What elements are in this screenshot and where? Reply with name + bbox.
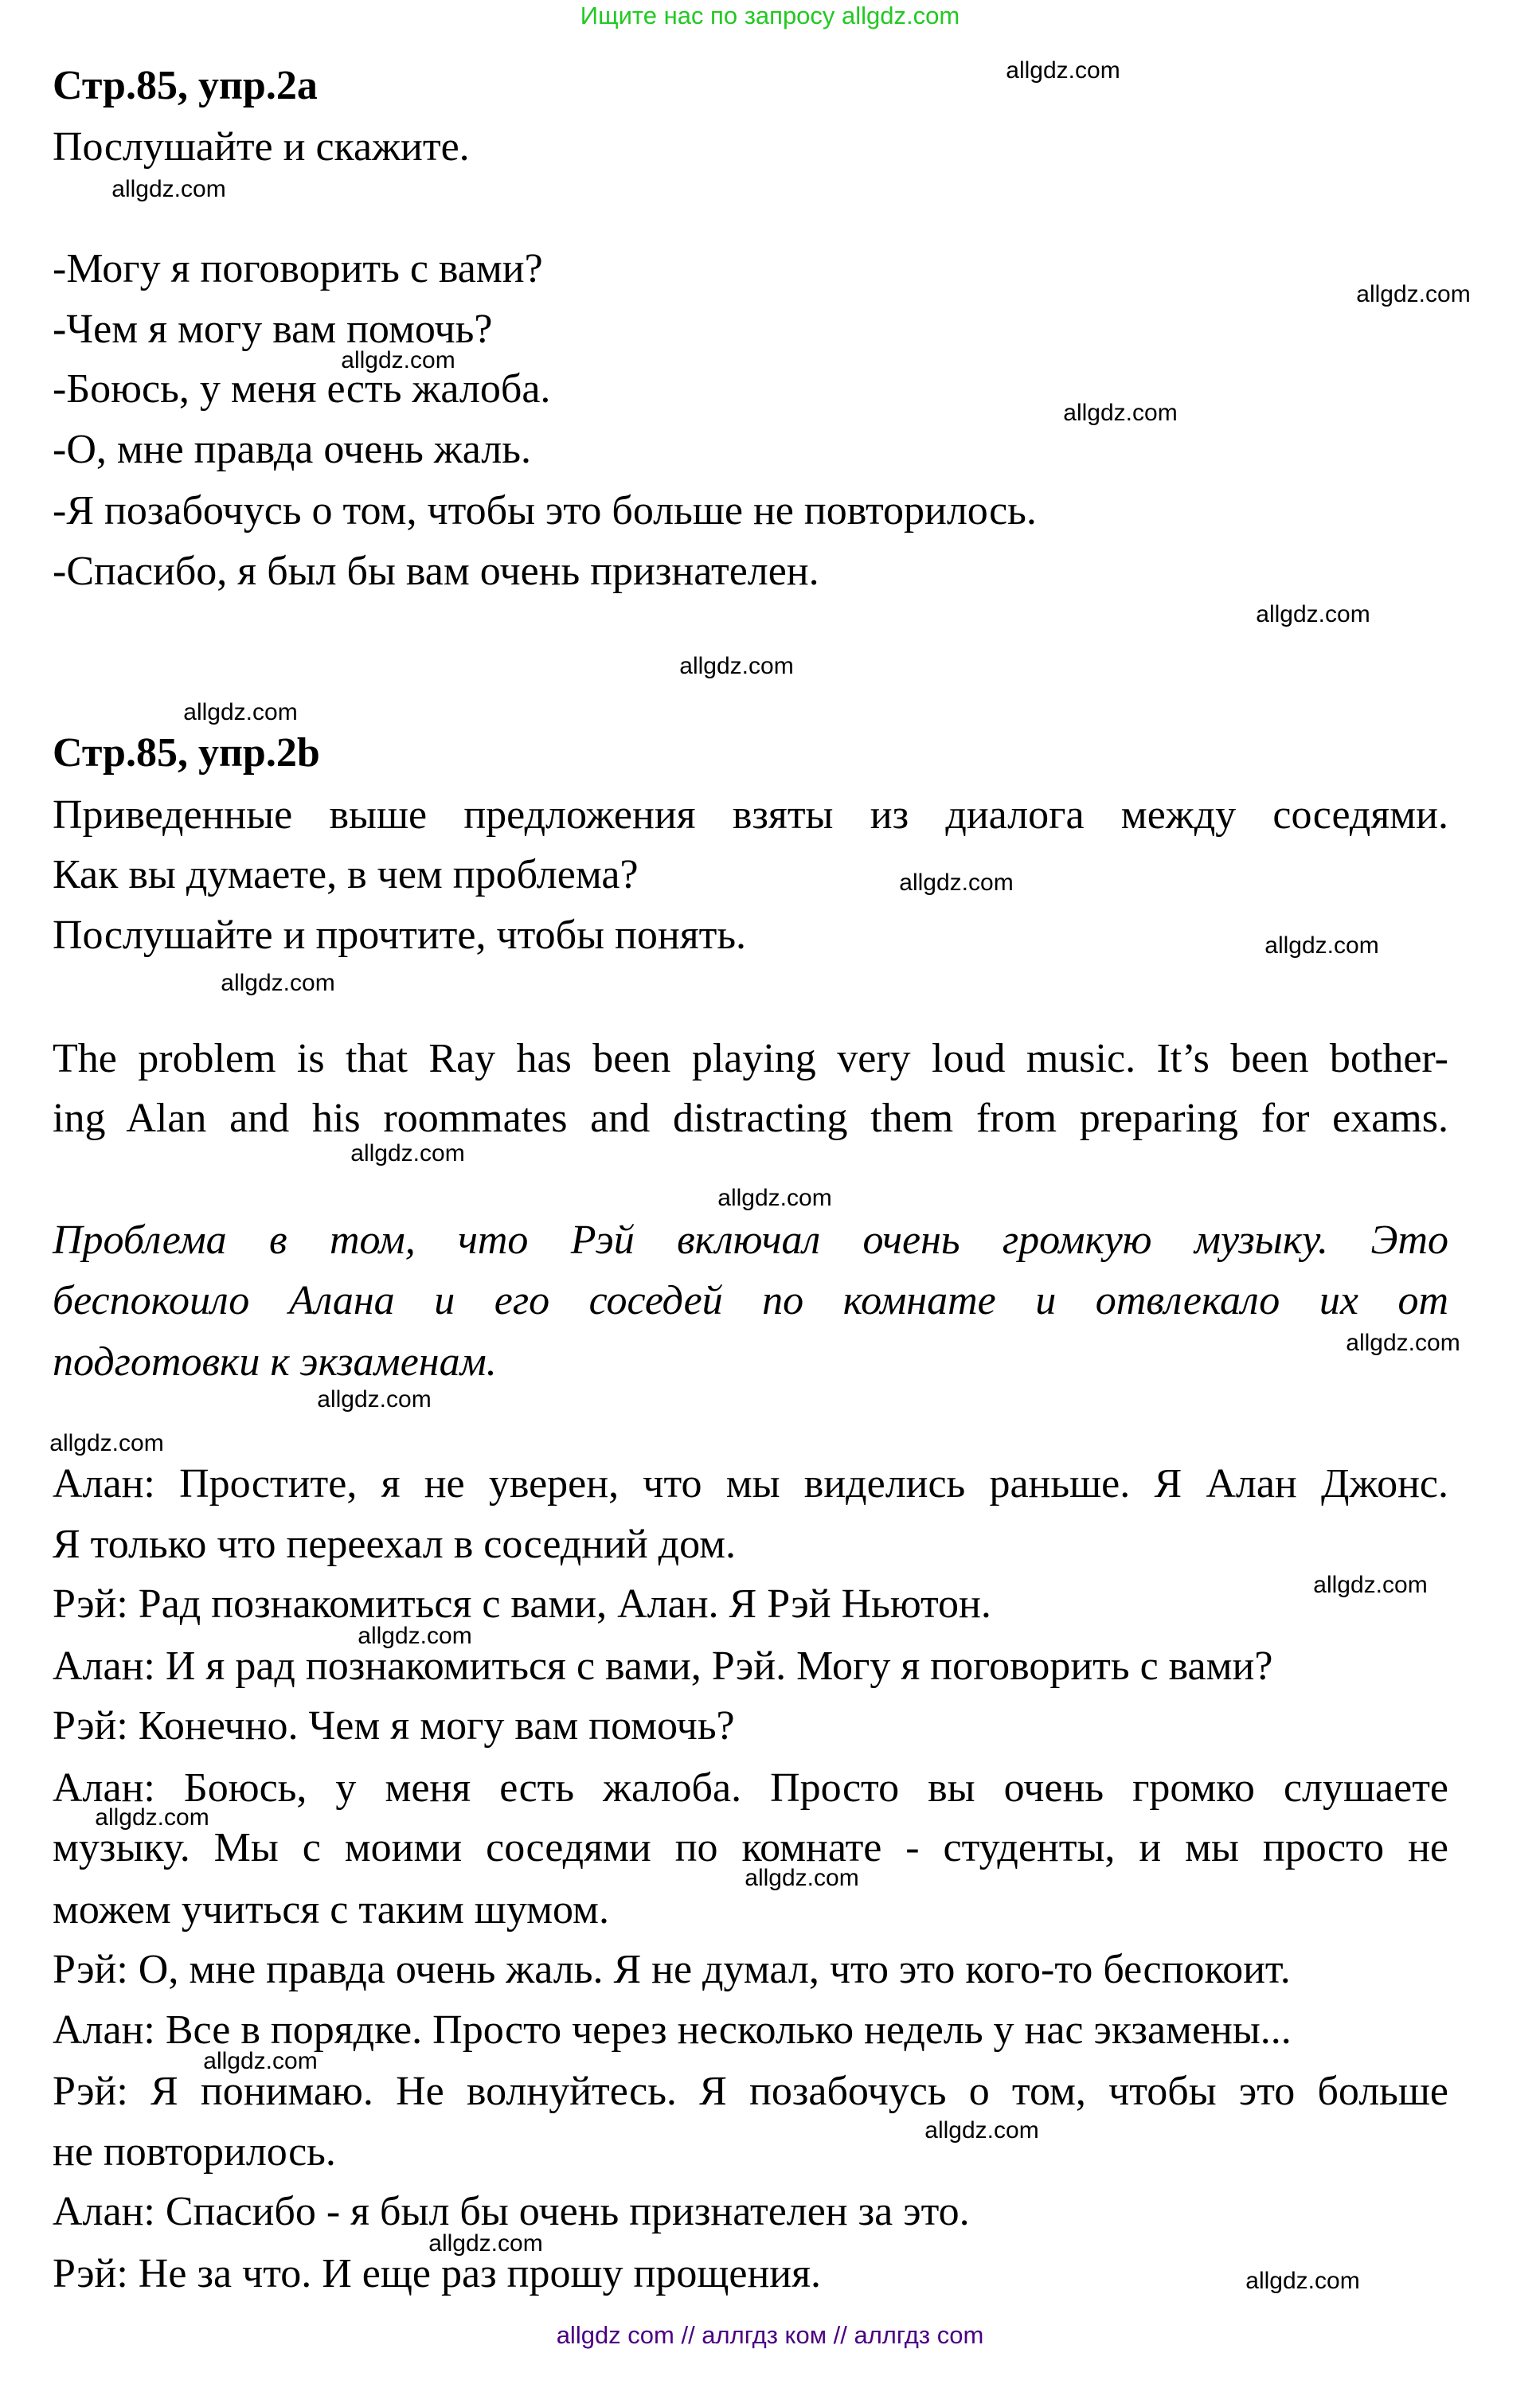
section-b-title: Стр.85, упр.2b — [53, 730, 320, 776]
dialogue-line: Рэй: Рад познакомиться с вами, Алан. Я Рэй Ньютон. — [53, 1581, 991, 1627]
watermark: allgdz.com — [1256, 601, 1370, 627]
dialogue-line: Алан: Спасибо - я был бы очень признателен за это. — [53, 2189, 970, 2234]
dialogue-line: можем учиться с таким шумом. — [53, 1887, 609, 1933]
instruction-line: Приведенные выше предложения взяты из диалога между соседями. — [53, 792, 1448, 838]
dialogue-line: Алан: Простите, я не уверен, что мы виделись раньше. Я Алан Джонс. — [53, 1461, 1448, 1507]
dialogue-line: Рэй: О, мне правда очень жаль. Я не думал, что это кого-то беспокоит. — [53, 1947, 1291, 1992]
dialogue-line: Рэй: Я понимаю. Не волнуйтесь. Я позабочусь о том, чтобы это больше — [53, 2069, 1448, 2114]
watermark: allgdz.com — [679, 653, 794, 679]
footer-links: allgdz com // аллгдз ком // аллгдз com — [556, 2321, 984, 2349]
watermark: allgdz.com — [1346, 1330, 1460, 1356]
dialogue-line: музыку. Мы с моими соседями по комнате - студенты, и мы просто не — [53, 1825, 1448, 1870]
phrase-line: -О, мне правда очень жаль. — [53, 427, 531, 472]
watermark: allgdz.com — [1006, 57, 1120, 84]
watermark: allgdz.com — [1245, 2268, 1360, 2294]
phrase-line: -Могу я поговорить с вами? — [53, 246, 543, 291]
watermark: allgdz.com — [350, 1140, 465, 1167]
section-a-instruction: Послушайте и скажите. — [53, 124, 470, 170]
phrase-line: -Чем я могу вам помочь? — [53, 307, 493, 352]
phrase-line: -Я позабочусь о том, чтобы это больше не повторилось. — [53, 488, 1037, 533]
watermark: allgdz.com — [924, 2117, 1039, 2144]
instruction-line: Послушайте и прочтите, чтобы понять. — [53, 913, 747, 958]
dialogue-line: Алан: И я рад познакомиться с вами, Рэй. Могу я поговорить с вами? — [53, 1643, 1273, 1689]
watermark: allgdz.com — [1063, 400, 1178, 426]
phrase-line: -Боюсь, у меня есть жалоба. — [53, 366, 551, 412]
dialogue-line: Алан: Боюсь, у меня есть жалоба. Просто вы очень громко слушаете — [53, 1765, 1448, 1811]
dialogue-line: Рэй: Конечно. Чем я могу вам помочь? — [53, 1703, 735, 1749]
watermark: allgdz.com — [899, 870, 1014, 896]
watermark: allgdz.com — [111, 176, 226, 202]
section-a-title: Стр.85, упр.2a — [53, 63, 318, 108]
watermark: allgdz.com — [717, 1185, 832, 1211]
watermark: allgdz.com — [183, 699, 298, 725]
english-answer-line: The problem is that Ray has been playing very loud music. It’s been bother- — [53, 1036, 1448, 1081]
dialogue-line: Я только что переехал в соседний дом. — [53, 1522, 737, 1567]
translation-line: беспокоило Алана и его соседей по комнате и отвлекало их от — [53, 1278, 1448, 1323]
watermark: allgdz.com — [358, 1623, 472, 1649]
watermark: allgdz.com — [1264, 932, 1379, 959]
watermark: allgdz.com — [203, 2048, 318, 2074]
english-answer-line: ing Alan and his roommates and distracting them from preparing for exams. — [53, 1096, 1448, 1141]
watermark: allgdz.com — [745, 1865, 859, 1891]
search-banner: Ищите нас по запросу allgdz.com — [580, 2, 960, 29]
dialogue-line: Рэй: Не за что. И еще раз прошу прощения. — [53, 2251, 822, 2296]
watermark: allgdz.com — [221, 970, 335, 996]
instruction-line: Как вы думаете, в чем проблема? — [53, 852, 639, 897]
dialogue-line: Алан: Все в порядке. Просто через несколько недель у нас экзамены... — [53, 2007, 1292, 2053]
watermark: allgdz.com — [1356, 281, 1471, 307]
watermark: allgdz.com — [428, 2230, 543, 2257]
watermark: allgdz.com — [341, 347, 455, 373]
translation-line: Проблема в том, что Рэй включал очень громкую музыку. Это — [53, 1217, 1448, 1263]
phrase-line: -Спасибо, я был бы вам очень признателен. — [53, 549, 819, 594]
watermark: allgdz.com — [1313, 1572, 1428, 1598]
watermark: allgdz.com — [95, 1804, 209, 1831]
translation-line: подготовки к экзаменам. — [53, 1339, 497, 1385]
watermark: allgdz.com — [317, 1386, 432, 1413]
dialogue-line: не повторилось. — [53, 2129, 336, 2175]
watermark: allgdz.com — [49, 1430, 164, 1456]
